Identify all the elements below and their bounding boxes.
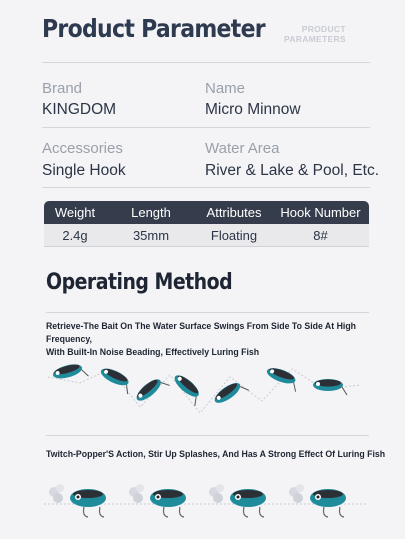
- popper-lure-icon: [230, 489, 266, 517]
- popper-lure-group: [209, 484, 266, 517]
- popper-lure-icon: [70, 489, 106, 517]
- divider: [42, 127, 370, 128]
- divider: [46, 435, 369, 436]
- page-title: Product Parameter: [42, 14, 265, 43]
- brand-value: KINGDOM: [42, 101, 117, 118]
- spec-table: [44, 201, 369, 247]
- twitch-action-illustration: [40, 470, 370, 532]
- minnow-lure-icon: [313, 379, 347, 395]
- twitch-description: Twitch-Popper'S Action, Stir Up Splashes, And Has A Strong Effect Of Luring Fish: [46, 449, 386, 460]
- water-area-value: River & Lake & Pool, Etc.: [205, 162, 380, 179]
- header-hook-number: Hook Number: [280, 205, 361, 220]
- cell-length: 35mm: [132, 227, 170, 243]
- minnow-lure-icon: [133, 373, 169, 407]
- popper-lure-group: [289, 484, 346, 517]
- minnow-lure-icon: [264, 365, 301, 392]
- minnow-lure-icon: [51, 361, 88, 385]
- splash-icon: [209, 484, 224, 503]
- popper-lure-group: [129, 484, 186, 517]
- splash-icon: [129, 484, 144, 503]
- swim-path: [48, 369, 360, 413]
- cell-weight: 2.4g: [62, 227, 88, 243]
- retrieve-line-2: With Built-In Noise Beading, Effectively Luring Fish: [46, 347, 260, 358]
- water-area-label: Water Area: [205, 140, 280, 157]
- subtitle-line-2: PARAMETERS: [284, 34, 346, 44]
- cell-attributes: Floating: [210, 227, 258, 243]
- popper-lure-icon: [310, 489, 346, 517]
- header-weight: Weight: [54, 205, 96, 220]
- accessories-value: Single Hook: [42, 162, 126, 179]
- minnow-lure-icon: [97, 365, 135, 394]
- brand-label: Brand: [42, 80, 83, 97]
- name-value: Micro Minnow: [205, 101, 301, 118]
- accessories-label: Accessories: [42, 140, 123, 157]
- retrieve-line-1: Retrieve-The Bait On The Water Surface Swings From Side To Side At High Frequency,: [46, 321, 356, 345]
- popper-lure-icon: [150, 489, 186, 517]
- header-attributes: Attributes: [206, 205, 262, 220]
- minnow-lure-icon: [169, 372, 205, 406]
- name-label: Name: [205, 80, 246, 97]
- popper-lure-group: [49, 484, 106, 517]
- retrieve-description: [46, 320, 386, 359]
- splash-icon: [49, 484, 64, 503]
- retrieve-action-illustration: [40, 355, 370, 425]
- page-subtitle: [284, 24, 346, 44]
- divider: [46, 312, 369, 313]
- cell-hook-number: 8#: [313, 227, 328, 243]
- subtitle-line-1: PRODUCT: [301, 24, 346, 34]
- header-length: Length: [131, 205, 171, 220]
- minnow-lure-icon: [212, 377, 249, 410]
- table-row: [44, 224, 369, 247]
- operating-method-title: Operating Method: [46, 270, 233, 295]
- splash-icon: [289, 484, 304, 503]
- divider: [42, 62, 370, 63]
- spec-table-header: [44, 201, 369, 224]
- divider: [42, 187, 370, 188]
